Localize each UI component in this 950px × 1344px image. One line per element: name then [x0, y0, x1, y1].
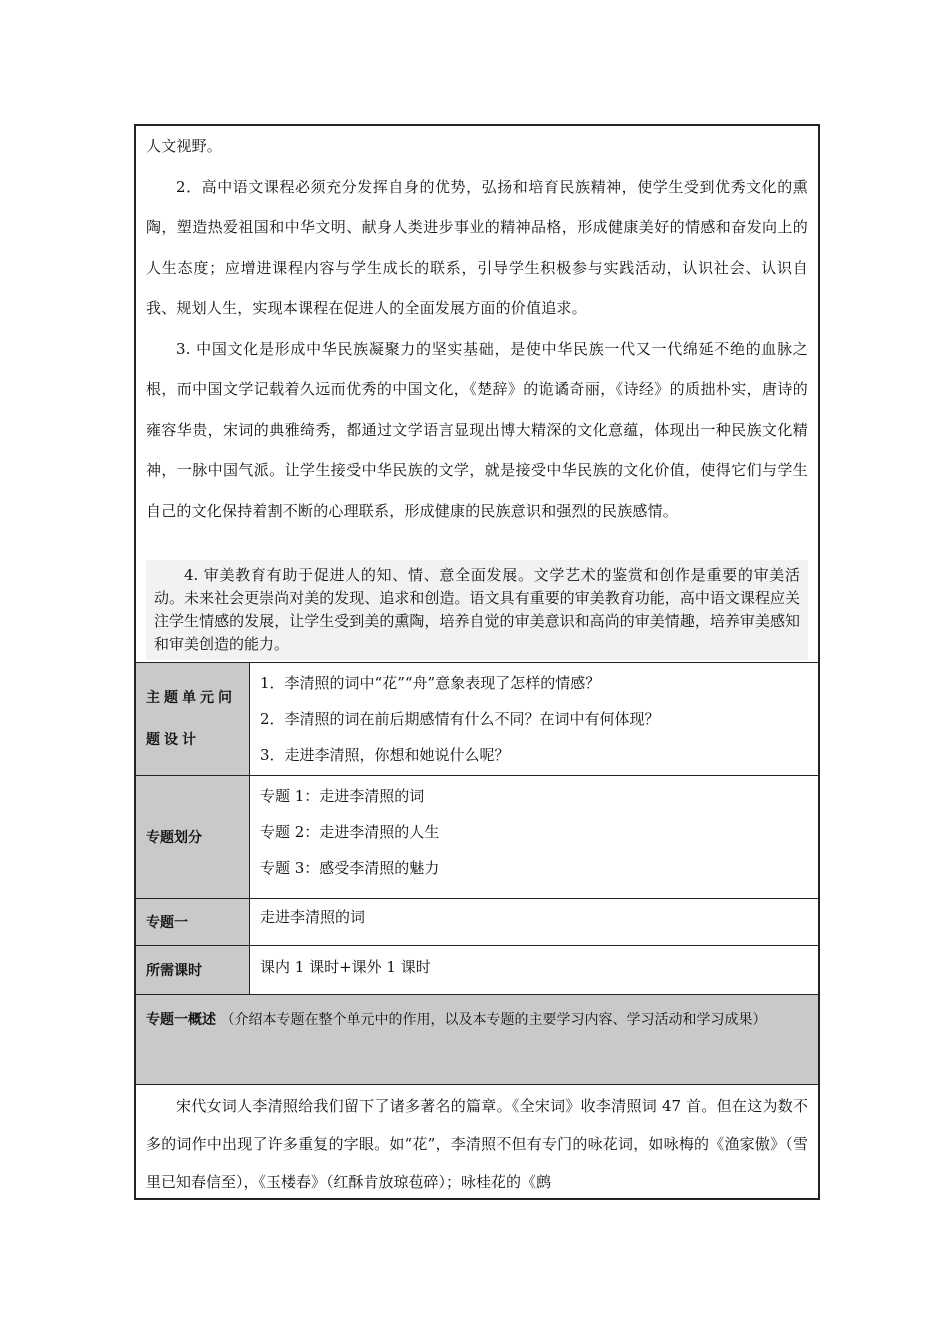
row-topics: [136, 775, 818, 898]
row-questions: [136, 662, 818, 775]
overview-cell: [136, 995, 818, 1084]
lesson-plan-table: [134, 124, 820, 1200]
intro-paragraph-3: 4. 审美教育有助于促进人的知、情、意全面发展。文学艺术的鉴赏和创作是重要的审美活动。未来社会更崇尚对美的发现、追求和创造。语文具有重要的审美教育功能，高中语文课程应关注学生情感的发展，让学生受到美的熏陶，培养自觉的审美意识和高尚的审美情趣，培养审美感知和审美创造的能力。: [154, 566, 800, 653]
topic-item: 专题 1：走进李清照的词: [260, 787, 425, 805]
topic-item: 专题 3：感受李清照的魅力: [260, 859, 440, 877]
intro-paragraph-2: 3. 中国文化是形成中华民族凝聚力的坚实基础，是使中华民族一代又一代绵延不绝的血脉之根，而中国文学记载着久远而优秀的中国文化，《楚辞》的诡谲奇丽，《诗经》的质拙朴实，唐诗的雍容华贵，宋词的典雅绮秀，都通过文学语言显现出博大精深的文化意蕴，体现出一种民族文化精神，一脉中国气派。让学生接受中华民族的文学，就是接受中华民族的文化价值，使得它们与学生自己的文化保持着割不断的心理联系，形成健康的民族意识和强烈的民族感情。: [146, 339, 808, 520]
topic1-label: 专题一: [146, 915, 188, 931]
questions-label-cell: [136, 663, 250, 775]
question-item: 3．走进李清照，你想和她说什么呢？: [260, 746, 510, 764]
question-item: 1．李清照的词中“花”“舟”意象表现了怎样的情感？: [260, 674, 601, 692]
topic-item: 专题 2：走进李清照的人生: [260, 823, 440, 841]
intro-paragraph-0: 人文视野。: [146, 137, 223, 155]
body-paragraph-1: 宋代女词人李清照给我们留下了诸多著名的篇章。《全宋词》收李清照词 47 首。但在这为数不多的词作中出现了许多重复的字眼。如“花”，李清照不但有专门的咏花词，如咏梅的《渔家傲》（雪里已知春信至），《玉楼春》（红酥肯放琼苞碎）；咏桂花的《鹧: [146, 1097, 808, 1191]
aesthetic-section: [136, 560, 818, 660]
question-item: 2．李清照的词在前后期感情有什么不同？在词中有何体现？: [260, 710, 660, 728]
questions-label: 主题单元问题设计: [146, 690, 236, 748]
questions-content-cell: [250, 663, 818, 775]
row-topic1: [136, 898, 818, 945]
row-body: [136, 1084, 818, 1200]
hours-value: 课内 1 课时+课外 1 课时: [260, 958, 431, 976]
topic1-value: 走进李清照的词: [260, 908, 366, 926]
row-hours: [136, 945, 818, 994]
intro-paragraph-1: 2．高中语文课程必须充分发挥自身的优势，弘扬和培育民族精神，使学生受到优秀文化的熏陶，塑造热爱祖国和中华文明、献身人类进步事业的精神品格，形成健康美好的情感和奋发向上的人生态度；应增进课程内容与学生成长的联系，引导学生积极参与实践活动，认识社会、认识自我、规划人生，实现本课程在促进人的全面发展方面的价值追求。: [146, 177, 808, 317]
hours-label-cell: [136, 946, 250, 994]
topics-label: 专题划分: [146, 830, 202, 846]
hours-label: 所需课时: [146, 963, 202, 979]
row-overview: [136, 994, 818, 1084]
topic1-label-cell: [136, 899, 250, 945]
topics-label-cell: [136, 776, 250, 898]
overview-label: 专题一概述: [146, 1012, 216, 1028]
topic1-content-cell: [250, 899, 818, 945]
hours-content-cell: [250, 946, 818, 994]
aesthetic-shaded-box: [146, 560, 808, 660]
topics-content-cell: [250, 776, 818, 898]
overview-note: （介绍本专题在整个单元中的作用，以及本专题的主要学习内容、学习活动和学习成果）: [220, 1012, 767, 1028]
